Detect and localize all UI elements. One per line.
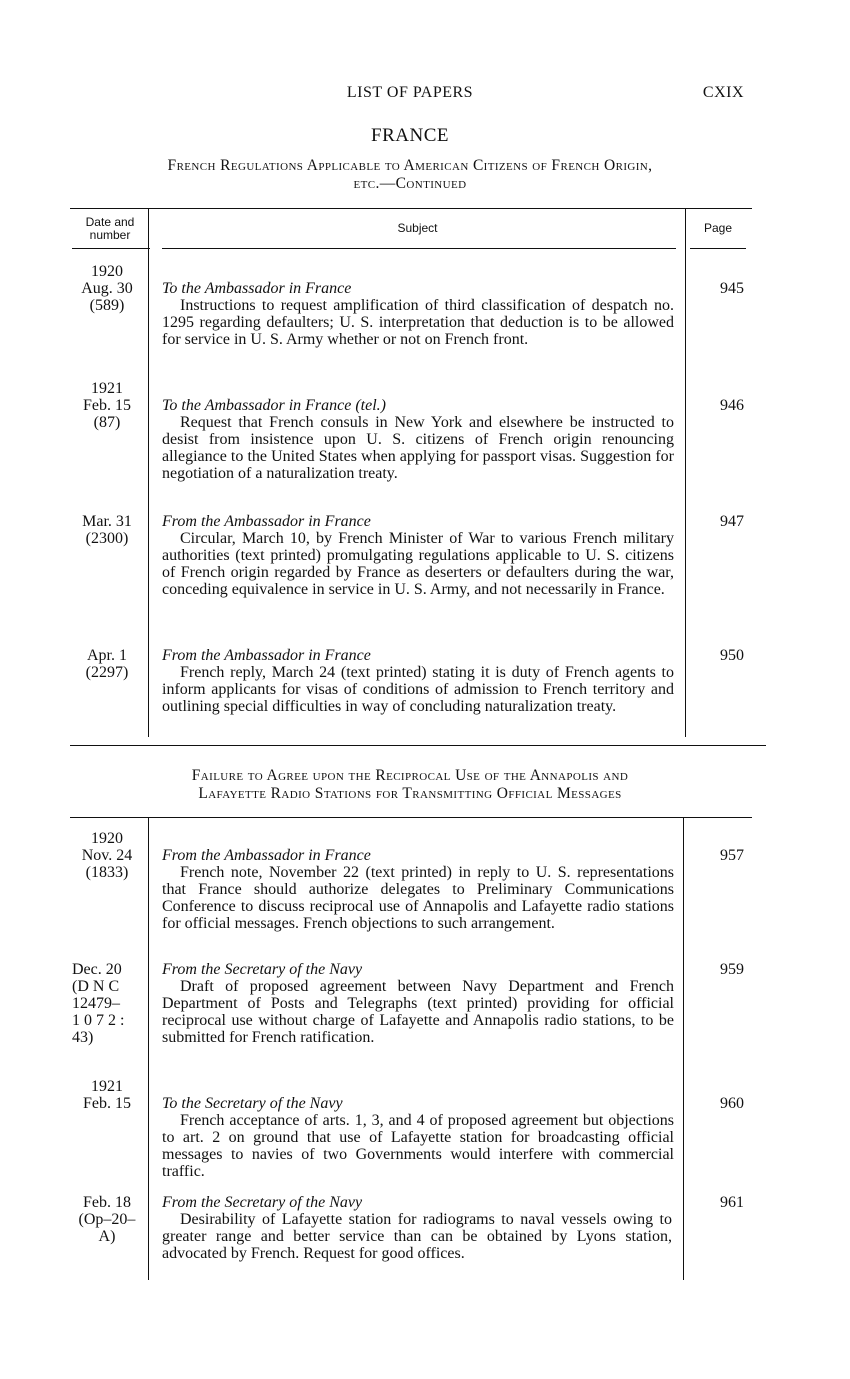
- column-divider-page: [683, 818, 684, 1280]
- entry-text: Desirability of Lafayette station for radiograms to naval vessels owing to greater range and better service than can be obtained by Lyons station, advocated by French. Request for good offices.: [162, 1211, 672, 1262]
- section-1-title-line-1: French Regulations Applicable to American Citizens of French Origin,: [167, 157, 653, 174]
- column-divider-date: [148, 818, 149, 1280]
- header-underline-date: [72, 248, 150, 249]
- entry-date: 1920 Aug. 30 (589): [81, 263, 133, 314]
- entry-subject: [162, 1194, 672, 1262]
- entry-page: 960: [720, 1095, 744, 1112]
- entry-heading: From the Secretary of the Navy: [162, 961, 363, 978]
- running-head-title: LIST OF PAPERS: [346, 84, 474, 101]
- entry-subject: [162, 513, 674, 598]
- table-bottom-rule: [70, 745, 766, 746]
- entry-date: 1920 Nov. 24 (1833): [81, 830, 133, 881]
- table-2-top-rule: [70, 817, 752, 818]
- column-heading-subject: Subject: [397, 221, 438, 235]
- entry-subject: [162, 397, 674, 482]
- entry-text: Circular, March 10, by French Minister of War to various French military authorities (text printed) promulgating regulations applicable to U. S. citizens of French origin regarded by France as deserters or defaulters during the war, conceding equivalence in service in U. S. Army, and not necessarily in France.: [162, 530, 674, 598]
- header-underline-page: [690, 248, 746, 249]
- entry-subject: [162, 961, 674, 1046]
- column-heading-date: Date and number: [85, 215, 135, 242]
- page-number: CXIX: [702, 84, 744, 101]
- section-2-title-line-2: Lafayette Radio Stations for Transmitting Official Messages: [198, 785, 622, 802]
- entry-page: 957: [720, 847, 744, 864]
- entry-subject: [162, 647, 674, 715]
- entry-heading: From the Ambassador in France: [162, 647, 371, 664]
- entry-page: 950: [720, 647, 744, 664]
- entry-heading: From the Ambassador in France: [162, 847, 371, 864]
- entry-page: 946: [720, 397, 744, 414]
- entry-page: 945: [720, 280, 744, 297]
- section-2-title-line-1: Failure to Agree upon the Reciprocal Use of the Annapolis and: [191, 767, 629, 784]
- column-heading-page: Page: [703, 221, 733, 235]
- entry-text: Draft of proposed agreement between Navy Department and French Department of Posts and Telegraphs (text printed) providing for official reciprocal use without charge of Lafayette and Annapolis radio stations, to be submitted for French ratification.: [162, 978, 674, 1046]
- entry-date: Mar. 31 (2300): [82, 513, 132, 547]
- entry-heading: To the Ambassador in France: [162, 280, 352, 297]
- entry-date: Feb. 18 (Op–20– A): [78, 1194, 136, 1245]
- entry-heading: From the Secretary of the Navy: [162, 1194, 363, 1211]
- country-heading: FRANCE: [371, 125, 449, 146]
- entry-page: 961: [720, 1194, 744, 1211]
- entry-date: 1921 Feb. 15 (87): [83, 380, 131, 431]
- entry-subject: [162, 1095, 674, 1180]
- entry-page: 947: [720, 513, 744, 530]
- entry-text: French reply, March 24 (text printed) stating it is duty of French agents to inform applicants for visas of conditions of admission to French territory and outlining special difficulties in way of concluding naturalization treaty.: [162, 664, 674, 715]
- section-1-title-line-2: etc.—Continued: [353, 175, 467, 192]
- entry-subject: [162, 280, 674, 348]
- entry-text: French note, November 22 (text printed) in reply to U. S. representations that France should authorize delegates to Preliminary Communications Conference to discuss reciprocal use of Annapolis and Lafayette radio stations for official messages. French objections to such arrangement.: [162, 864, 674, 932]
- entry-date: 1921 Feb. 15: [83, 1078, 131, 1112]
- entry-page: 959: [720, 961, 744, 978]
- entry-date: Dec. 20 (D N C 12479– 1 0 7 2 : 43): [72, 961, 125, 1046]
- header-underline-subject: [162, 248, 676, 249]
- entry-subject: [162, 847, 674, 932]
- entry-text: French acceptance of arts. 1, 3, and 4 of proposed agreement but objections to art. 2 on ground that use of Lafayette station for broadcasting official messages to navies of two Governments would interfere with commercial traffic.: [162, 1112, 674, 1180]
- column-divider-date: [148, 209, 149, 737]
- entry-heading: To the Secretary of the Navy: [162, 1095, 343, 1112]
- entry-date: Apr. 1 (2297): [85, 647, 129, 681]
- section-1-title: [70, 157, 750, 193]
- entry-heading: From the Ambassador in France: [162, 513, 371, 530]
- table-top-rule: [70, 208, 752, 209]
- section-2-title: [70, 767, 750, 803]
- entry-text: Instructions to request amplification of third classification of despatch no. 1295 regarding defaulters; U. S. interpretation that deduction is to be allowed for service in U. S. Army whether or not on French front.: [162, 297, 674, 348]
- entry-heading: To the Ambassador in France (tel.): [162, 397, 386, 414]
- entry-text: Request that French consuls in New York and elsewhere be instructed to desist from insistence upon U. S. citizens of French origin renouncing allegiance to the United States when applying for passport visas. Suggestion for negotiation of a naturalization treaty.: [162, 414, 674, 482]
